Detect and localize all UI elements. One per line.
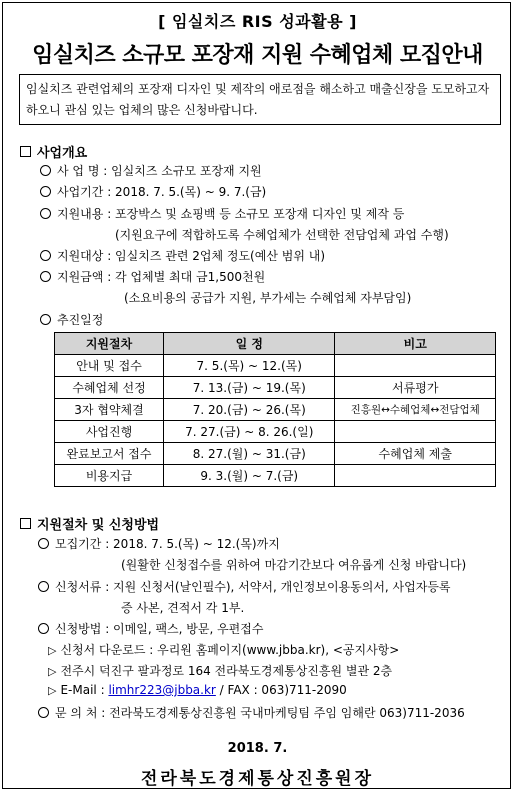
triangle-right-icon: ▷ <box>48 644 57 657</box>
circle-bullet-icon <box>38 707 49 718</box>
table-cell: 7. 13.(금) ~ 19.(목) <box>164 377 335 399</box>
apply-subitem-download: ▷ 신청서 다운로드 : 우리원 홈페이지(www.jbba.kr), <공지사항> <box>48 643 400 657</box>
table-row <box>55 399 496 421</box>
table-row <box>55 443 496 465</box>
circle-bullet-icon <box>38 581 49 592</box>
header-tag: [ 임실치즈 RIS 성과활용 ] <box>158 12 357 31</box>
schedule-table <box>54 332 496 487</box>
circle-bullet-icon <box>40 271 51 282</box>
circle-bullet-icon <box>40 165 51 176</box>
table-cell: 9. 3.(월) ~ 7.(금) <box>164 465 335 487</box>
overview-item-amount: 지원금액 : 각 업체별 최대 금1,500천원 <box>40 268 265 285</box>
table-header-row <box>55 333 496 355</box>
circle-bullet-icon <box>40 208 51 219</box>
table-cell: 수혜업체 제출 <box>335 443 496 465</box>
table-cell: 사업진행 <box>55 421 164 443</box>
table-cell <box>335 465 496 487</box>
table-header: 비고 <box>335 333 496 355</box>
table-cell: 8. 27.(월) ~ 31.(금) <box>164 443 335 465</box>
table-cell: 진흥원↔수혜업체↔전담업체 <box>335 399 496 421</box>
overview-item-target: 지원대상 : 임실치즈 관련 2업체 정도(예산 범위 내) <box>40 247 325 264</box>
apply-item-docs: 신청서류 : 지원 신청서(날인필수), 서약서, 개인정보이용동의서, 사업자등록 <box>38 578 451 595</box>
table-cell <box>335 421 496 443</box>
circle-bullet-icon <box>38 623 49 634</box>
email-link[interactable]: limhr223@jbba.kr <box>108 683 216 697</box>
circle-bullet-icon <box>40 186 51 197</box>
triangle-right-icon: ▷ <box>48 684 57 697</box>
table-cell: 비용지급 <box>55 465 164 487</box>
apply-item-period-note: (원활한 신청접수를 위하여 마감기간보다 여유롭게 신청 바랍니다) <box>121 558 467 572</box>
apply-subitem-contact-info: ▷ E-Mail : limhr223@jbba.kr / FAX : 063)711-2090 <box>48 683 347 697</box>
overview-item-amount-note: (소요비용의 공급가 지원, 부가세는 수혜업체 자부담임) <box>124 291 412 305</box>
apply-item-period: 모집기간 : 2018. 7. 5.(목) ~ 12.(목)까지 <box>38 535 280 552</box>
overview-item-schedule: 추진일정 <box>40 311 103 328</box>
triangle-right-icon: ▷ <box>48 665 57 678</box>
apply-item-inquiry: 문 의 처 : 전라북도경제통상진흥원 국내마케팅팀 주임 임해란 063)711-2036 <box>38 704 465 721</box>
overview-item-period: 사업기간 : 2018. 7. 5.(목) ~ 9. 7.(금) <box>40 183 266 200</box>
table-cell: 7. 27.(금) ~ 8. 26.(일) <box>164 421 335 443</box>
table-header: 일 정 <box>164 333 335 355</box>
footer-date: 2018. 7. <box>227 741 288 756</box>
table-cell: 7. 20.(금) ~ 26.(목) <box>164 399 335 421</box>
apply-subitem-address: ▷ 전주시 덕진구 팔과정로 164 전라북도경제통상진흥원 별관 2층 <box>48 664 393 678</box>
section-heading-apply: 지원절차 및 신청방법 <box>20 514 159 533</box>
table-header: 지원절차 <box>55 333 164 355</box>
apply-item-method: 신청방법 : 이메일, 팩스, 방문, 우편접수 <box>38 620 263 637</box>
table-cell: 완료보고서 접수 <box>55 443 164 465</box>
intro-text: 임실치즈 관련업체의 포장재 디자인 및 제작의 애로점을 해소하고 매출신장을 도모하고자 하오니 관심 있는 업체의 많은 신청바랍니다. <box>26 82 490 117</box>
table-cell: 서류평가 <box>335 377 496 399</box>
square-bullet-icon <box>20 518 31 529</box>
circle-bullet-icon <box>38 538 49 549</box>
overview-item-content: 지원내용 : 포장박스 및 쇼핑백 등 소규모 포장재 디자인 및 제작 등 <box>40 205 404 222</box>
table-cell: 7. 5.(목) ~ 12.(목) <box>164 355 335 377</box>
table-cell: 수혜업체 선정 <box>55 377 164 399</box>
intro-box <box>19 74 501 125</box>
square-bullet-icon <box>20 146 31 157</box>
overview-item-name: 사 업 명 : 임실치즈 소규모 포장재 지원 <box>40 162 262 179</box>
table-row <box>55 421 496 443</box>
table-row <box>55 355 496 377</box>
circle-bullet-icon <box>40 314 51 325</box>
overview-item-content-note: (지원요구에 적합하도록 수혜업체가 선택한 전담업체 과업 수행) <box>115 228 449 242</box>
table-row <box>55 377 496 399</box>
table-cell: 3자 협약체결 <box>55 399 164 421</box>
section-heading-overview: 사업개요 <box>20 142 87 161</box>
circle-bullet-icon <box>40 250 51 261</box>
footer-organization: 전라북도경제통상진흥원장 <box>140 769 375 789</box>
apply-item-docs-cont: 증 사본, 견적서 각 1부. <box>121 601 245 615</box>
table-row <box>55 465 496 487</box>
page-title: 임실치즈 소규모 포장재 지원 수혜업체 모집안내 <box>32 43 483 68</box>
table-cell <box>335 355 496 377</box>
table-cell: 안내 및 접수 <box>55 355 164 377</box>
